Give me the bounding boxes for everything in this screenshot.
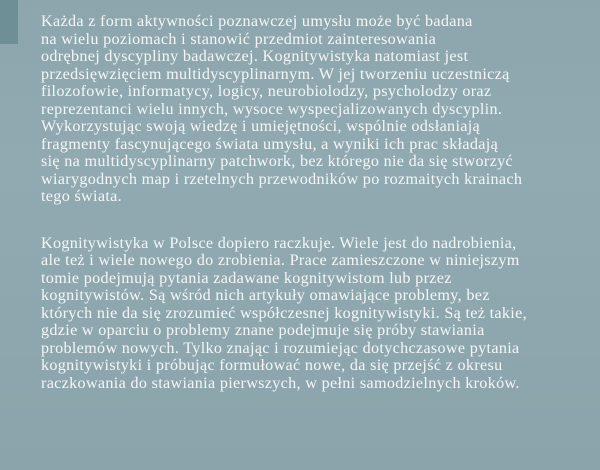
- paragraph-2-line-4: kognitywistów. Są wśród nich artykuły omawiające problemy, bez: [41, 287, 490, 304]
- paragraph-2-line-7: problemów nowych. Tylko znając i rozumiejąc dotychczasowe pytania: [41, 339, 520, 357]
- cover-text: [41, 13, 569, 392]
- paragraph-2-line-5: których nie da się zrozumieć współczesnej kognitywistyki. Są też takie,: [41, 304, 527, 322]
- paragraph-1-line-3: odrębnej dyscypliny badawczej. Kognitywistyka natomiast jest: [41, 48, 469, 65]
- paragraph-1-line-6: reprezentanci wielu innych, wysoce wyspecjalizowanych dyscyplin.: [41, 100, 503, 118]
- paragraph-2-line-9: raczkowania do stawiania pierwszych, w pełni samodzielnych kroków.: [41, 374, 520, 392]
- paragraph-1-line-7: Wykorzystując swoją wiedzę i umiejętności, wspólnie odsłaniają: [41, 118, 481, 135]
- paragraph-1: [41, 13, 569, 206]
- paragraph-2-line-3: tomie podejmują pytania zadawane kognitywistom lub przez: [41, 269, 452, 287]
- paragraph-1-line-9: się na multidyscyplinarny patchwork, bez którego nie da się stworzyć: [41, 153, 513, 170]
- paragraph-2-line-6: gdzie w oparciu o problemy znane podejmuje się próby stawiania: [41, 322, 485, 339]
- paragraph-1-line-4: przedsięwzięciem multidyscyplinarnym. W jej tworzeniu uczestniczą: [41, 65, 510, 83]
- paragraph-1-line-10: wiarygodnych map i rzetelnych przewodników po rozmaitych krainach: [41, 170, 523, 188]
- paragraph-2: [41, 235, 569, 393]
- paragraph-1-line-1: Każda z form aktywności poznawczej umysłu może być badana: [41, 13, 473, 30]
- paragraph-1-line-11: tego świata.: [41, 188, 122, 205]
- paragraph-2-line-2: ale też i wiele nowego do zrobienia. Prace zamieszczone w niniejszym: [41, 252, 520, 269]
- paragraph-2-line-8: kognitywistyki i próbując formułować nowe, da się przejść z okresu: [41, 357, 503, 374]
- paragraph-1-line-5: filozofowie, informatycy, logicy, neurobiolodzy, psycholodzy oraz: [41, 83, 492, 100]
- paragraph-2-line-1: Kognitywistyka w Polsce dopiero raczkuje. Wiele jest do nadrobienia,: [41, 234, 517, 252]
- corner-color-block: [0, 0, 18, 44]
- paragraph-1-line-2: na wielu poziomach i stanowić przedmiot zainteresowania: [41, 30, 437, 48]
- paragraph-1-line-8: fragmenty fascynującego świata umysłu, a wyniki ich prac składają: [41, 135, 499, 153]
